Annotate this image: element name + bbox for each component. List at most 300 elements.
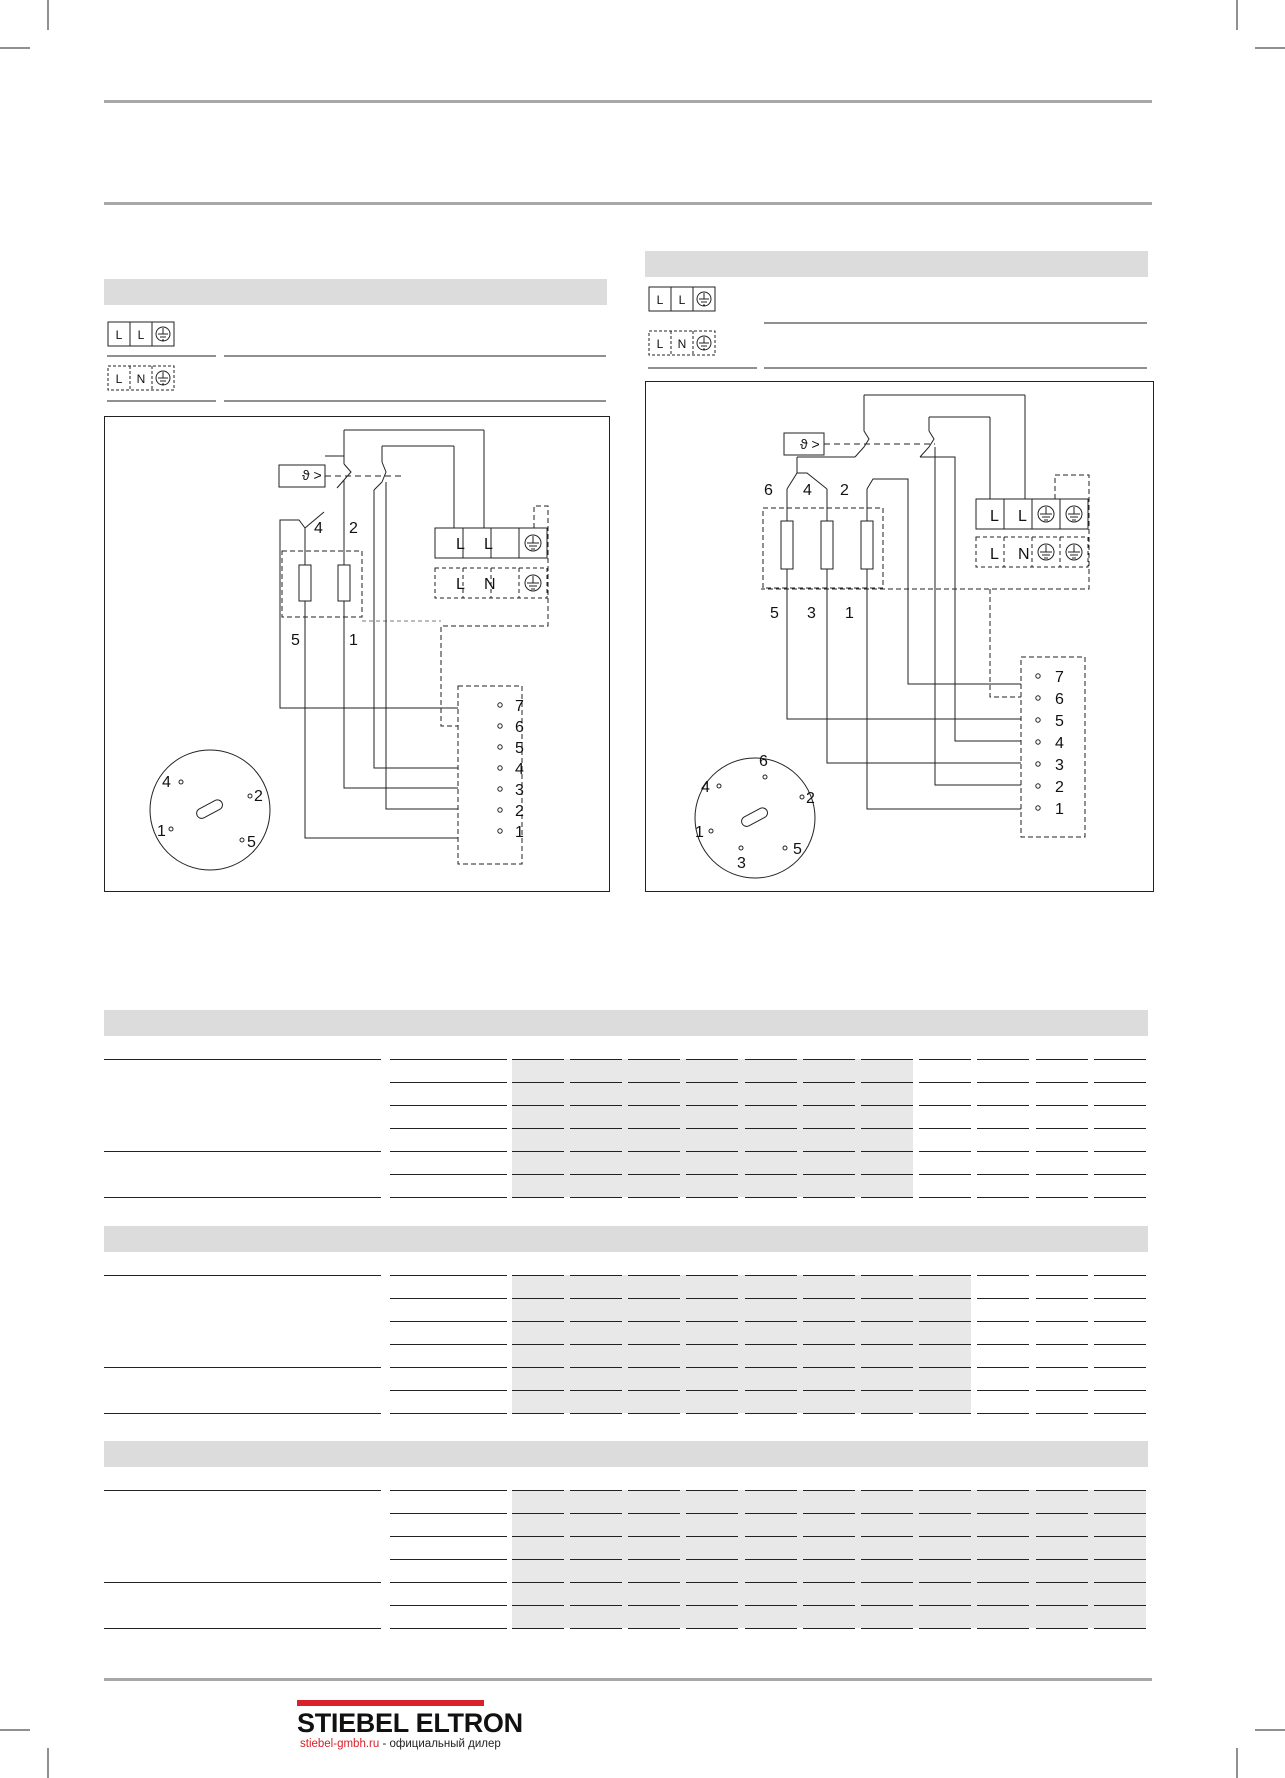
- table-rule: [977, 1321, 1029, 1322]
- table-rule: [1036, 1413, 1088, 1414]
- table-rule: [104, 1628, 381, 1629]
- socket-r-pin-4: 4: [701, 779, 710, 796]
- table-rule: [1036, 1197, 1088, 1198]
- table-rule: [1036, 1344, 1088, 1345]
- table-rule: [512, 1059, 564, 1060]
- table-rule: [686, 1321, 738, 1322]
- table-rule: [1036, 1582, 1088, 1583]
- terminal-n: N: [484, 576, 496, 593]
- table-rule: [861, 1344, 913, 1345]
- socket-r-pin-5: 5: [793, 841, 802, 858]
- table-rule: [1036, 1082, 1088, 1083]
- table-rule: [1094, 1413, 1146, 1414]
- element-label-5: 5: [291, 632, 300, 649]
- diagram-left-header-bar: [104, 279, 607, 305]
- table-rule: [919, 1344, 971, 1345]
- connector-pin-label: 4: [1055, 735, 1064, 752]
- socket-pin-2: 2: [254, 788, 263, 805]
- table-rule: [919, 1367, 971, 1368]
- brand-site-line: [300, 1738, 501, 1750]
- connector-pin: [498, 703, 502, 707]
- brand-dealer: официальный дилер: [389, 1738, 501, 1750]
- table-rule: [686, 1128, 738, 1129]
- table-rule: [570, 1344, 622, 1345]
- table-rule: [686, 1513, 738, 1514]
- table-rule: [512, 1174, 564, 1175]
- connector-pin-label: 5: [1055, 713, 1064, 730]
- table-rule: [390, 1059, 507, 1060]
- table-rule: [570, 1390, 622, 1391]
- table-rule: [686, 1298, 738, 1299]
- table-rule: [512, 1344, 564, 1345]
- connector-pin-label: 1: [1055, 801, 1064, 818]
- table-rule: [745, 1197, 797, 1198]
- table-rule: [919, 1513, 971, 1514]
- table-rule: [628, 1128, 680, 1129]
- table-rule: [686, 1151, 738, 1152]
- table-rule: [686, 1197, 738, 1198]
- terminal-l2: L: [484, 536, 493, 553]
- table-rule: [977, 1344, 1029, 1345]
- table-rule: [919, 1128, 971, 1129]
- table-rule: [1036, 1490, 1088, 1491]
- table-rule: [570, 1367, 622, 1368]
- table-rule: [1036, 1059, 1088, 1060]
- table-rule: [628, 1059, 680, 1060]
- table-rule: [628, 1390, 680, 1391]
- table-header-bar: [104, 1441, 1148, 1467]
- table-rule: [104, 1582, 381, 1583]
- socket-key: [740, 806, 769, 828]
- table-rule: [861, 1151, 913, 1152]
- legend-n: N: [136, 372, 146, 386]
- right-legend-symbols: [645, 283, 1165, 373]
- terminal-l1: L: [456, 536, 465, 553]
- table-rule: [104, 1490, 381, 1491]
- table-rule: [1094, 1298, 1146, 1299]
- socket-r-pin-3: 3: [737, 855, 746, 872]
- table-rule: [977, 1605, 1029, 1606]
- table-rule: [1036, 1321, 1088, 1322]
- table-rule: [745, 1059, 797, 1060]
- table-rule: [512, 1151, 564, 1152]
- table-rule: [803, 1536, 855, 1537]
- table-rule: [977, 1536, 1029, 1537]
- connector-pin: [498, 829, 502, 833]
- table-rule: [803, 1413, 855, 1414]
- table-rule: [570, 1275, 622, 1276]
- table-rule: [919, 1275, 971, 1276]
- table-rule: [861, 1390, 913, 1391]
- table-rule: [390, 1490, 507, 1491]
- table-rule: [745, 1174, 797, 1175]
- thermostat-symbol: ϑ >: [800, 436, 820, 452]
- table-rule: [977, 1582, 1029, 1583]
- table-rule: [570, 1605, 622, 1606]
- table-rule: [977, 1513, 1029, 1514]
- terminal-r-l1: L: [990, 508, 999, 525]
- table-rule: [1094, 1151, 1146, 1152]
- legend-l2: L: [137, 328, 145, 342]
- table-rule: [1094, 1197, 1146, 1198]
- table-rule: [570, 1174, 622, 1175]
- element-r-label-3: 3: [807, 605, 816, 622]
- table-rule: [919, 1105, 971, 1106]
- table-rule: [803, 1174, 855, 1175]
- table-rule: [861, 1513, 913, 1514]
- element-label-1: 1: [349, 632, 358, 649]
- table-rule: [803, 1367, 855, 1368]
- table-rule: [1094, 1105, 1146, 1106]
- table-rule: [977, 1197, 1029, 1198]
- table-rule: [745, 1321, 797, 1322]
- connector-pin: [498, 808, 502, 812]
- table-rule: [745, 1413, 797, 1414]
- table-rule: [628, 1628, 680, 1629]
- table-rule: [919, 1298, 971, 1299]
- connector-pin: [1036, 718, 1040, 722]
- table-rule: [628, 1151, 680, 1152]
- table-rule: [686, 1413, 738, 1414]
- table-rule: [686, 1275, 738, 1276]
- table-rule: [919, 1059, 971, 1060]
- table-rule: [104, 1197, 381, 1198]
- table-rule: [512, 1082, 564, 1083]
- table-rule: [570, 1105, 622, 1106]
- table-rule: [512, 1105, 564, 1106]
- table-rule: [1036, 1367, 1088, 1368]
- connector-pin: [1036, 696, 1040, 700]
- table-rule: [977, 1082, 1029, 1083]
- connector-pin: [498, 787, 502, 791]
- table-rule: [628, 1513, 680, 1514]
- table-rule: [977, 1151, 1029, 1152]
- table-rule: [745, 1367, 797, 1368]
- table-rule: [803, 1605, 855, 1606]
- table-rule: [977, 1128, 1029, 1129]
- table-rule: [919, 1197, 971, 1198]
- table-rule: [512, 1321, 564, 1322]
- left-legend-symbols: [104, 318, 624, 408]
- element-label-4: 4: [314, 520, 323, 537]
- table-rule: [745, 1605, 797, 1606]
- table-rule: [803, 1105, 855, 1106]
- header-rule-top: [104, 100, 1152, 103]
- table-rule: [1094, 1628, 1146, 1629]
- table-rule: [803, 1582, 855, 1583]
- connector-pin-label: 3: [515, 782, 524, 799]
- socket-r-pin-6: 6: [759, 753, 768, 770]
- table-rule: [745, 1628, 797, 1629]
- table-rule: [977, 1174, 1029, 1175]
- connector-pin: [1036, 762, 1040, 766]
- table-rule: [1036, 1559, 1088, 1560]
- table-rule: [628, 1082, 680, 1083]
- table-rule: [1094, 1367, 1146, 1368]
- table-rule: [861, 1275, 913, 1276]
- table-rule: [512, 1559, 564, 1560]
- table-rule: [745, 1390, 797, 1391]
- table-rule: [390, 1321, 507, 1322]
- legend-r-n: N: [677, 337, 687, 351]
- table-rule: [745, 1513, 797, 1514]
- table-rule: [1036, 1628, 1088, 1629]
- table-rule: [390, 1628, 507, 1629]
- table-rule: [745, 1275, 797, 1276]
- table-rule: [745, 1298, 797, 1299]
- table-rule: [745, 1582, 797, 1583]
- table-rule: [686, 1390, 738, 1391]
- table-rule: [1036, 1390, 1088, 1391]
- legend-r-l3: L: [656, 337, 664, 351]
- table-rule: [570, 1536, 622, 1537]
- thermostat-symbol: ϑ >: [302, 467, 322, 483]
- table-rule: [919, 1174, 971, 1175]
- table-rule: [861, 1536, 913, 1537]
- table-rule: [512, 1367, 564, 1368]
- table-rule: [1036, 1298, 1088, 1299]
- table-rule: [1094, 1174, 1146, 1175]
- connector-pin-label: 4: [515, 761, 524, 778]
- socket-outline: [150, 750, 270, 870]
- socket-r-pin-2: 2: [806, 790, 815, 807]
- element-r-label-4: 4: [803, 482, 812, 499]
- wiring-diagram-right: [645, 381, 1154, 892]
- table-rule: [570, 1197, 622, 1198]
- legend-l3: L: [115, 372, 123, 386]
- table-rule: [390, 1128, 507, 1129]
- table-rule: [686, 1174, 738, 1175]
- table-rule: [570, 1628, 622, 1629]
- table-rule: [628, 1105, 680, 1106]
- table-rule: [686, 1582, 738, 1583]
- table-rule: [1036, 1275, 1088, 1276]
- table-rule: [628, 1174, 680, 1175]
- connector-pin-label: 2: [1055, 779, 1064, 796]
- table-rule: [390, 1082, 507, 1083]
- socket-r-pin-1: 1: [695, 824, 704, 841]
- table-rule: [686, 1536, 738, 1537]
- table-rule: [628, 1490, 680, 1491]
- table-rule: [977, 1390, 1029, 1391]
- table-rule: [390, 1344, 507, 1345]
- table-rule: [861, 1321, 913, 1322]
- terminal-l3: L: [456, 576, 465, 593]
- table-rule: [977, 1275, 1029, 1276]
- connector-pin: [1036, 674, 1040, 678]
- table-rule: [1094, 1582, 1146, 1583]
- table-rule: [512, 1197, 564, 1198]
- table-rule: [628, 1367, 680, 1368]
- connector-pin-label: 2: [515, 803, 524, 820]
- connector-pin: [498, 766, 502, 770]
- table-rule: [686, 1344, 738, 1345]
- table-rule: [512, 1605, 564, 1606]
- footer-rule: [104, 1678, 1152, 1681]
- table-rule: [1036, 1513, 1088, 1514]
- table-rule: [1094, 1321, 1146, 1322]
- table-rule: [861, 1128, 913, 1129]
- connector-pin: [1036, 740, 1040, 744]
- element-r-label-2: 2: [840, 482, 849, 499]
- earth-icon: [525, 535, 541, 591]
- table-rule: [628, 1559, 680, 1560]
- table-rule: [977, 1059, 1029, 1060]
- table-rule: [803, 1298, 855, 1299]
- table-rule: [512, 1536, 564, 1537]
- table-rule: [919, 1413, 971, 1414]
- table-rule: [803, 1390, 855, 1391]
- table-rule: [745, 1344, 797, 1345]
- table-rule: [861, 1059, 913, 1060]
- table-rule: [390, 1390, 507, 1391]
- table-rule: [977, 1105, 1029, 1106]
- table-rule: [390, 1151, 507, 1152]
- table-rule: [803, 1628, 855, 1629]
- element-r-label-1: 1: [845, 605, 854, 622]
- table-rule: [1094, 1275, 1146, 1276]
- table-rule: [628, 1321, 680, 1322]
- table-rule: [977, 1298, 1029, 1299]
- table-rule: [861, 1628, 913, 1629]
- connector-pin-label: 6: [1055, 691, 1064, 708]
- table-rule: [1036, 1605, 1088, 1606]
- terminal-r-n: N: [1018, 546, 1030, 563]
- table-rule: [570, 1413, 622, 1414]
- table-rule: [803, 1513, 855, 1514]
- table-rule: [390, 1605, 507, 1606]
- table-rule: [1094, 1082, 1146, 1083]
- table-rule: [104, 1275, 381, 1276]
- table-rule: [861, 1490, 913, 1491]
- table-rule: [977, 1559, 1029, 1560]
- table-rule: [803, 1059, 855, 1060]
- table-rule: [803, 1490, 855, 1491]
- table-rule: [861, 1174, 913, 1175]
- table-rule: [686, 1559, 738, 1560]
- legend-r-l2: L: [678, 293, 686, 307]
- table-rule: [1094, 1490, 1146, 1491]
- socket-key: [195, 798, 224, 820]
- table-rule: [919, 1151, 971, 1152]
- connector-pin: [1036, 784, 1040, 788]
- table-rule: [977, 1367, 1029, 1368]
- table-rule: [1036, 1105, 1088, 1106]
- table-rule: [686, 1628, 738, 1629]
- table-rule: [977, 1413, 1029, 1414]
- table-rule: [861, 1105, 913, 1106]
- socket-outline: [695, 758, 815, 878]
- table-rule: [390, 1582, 507, 1583]
- table-rule: [861, 1605, 913, 1606]
- table-rule: [919, 1628, 971, 1629]
- table-rule: [390, 1275, 507, 1276]
- table-rule: [512, 1413, 564, 1414]
- table-rule: [570, 1582, 622, 1583]
- table-rule: [803, 1344, 855, 1345]
- table-rule: [570, 1321, 622, 1322]
- brand-logo-bar: [297, 1700, 484, 1706]
- table-rule: [977, 1490, 1029, 1491]
- socket-pin-4: 4: [162, 774, 171, 791]
- table-rule: [919, 1559, 971, 1560]
- table-rule: [919, 1321, 971, 1322]
- table-rule: [628, 1197, 680, 1198]
- table-rule: [745, 1082, 797, 1083]
- table-rule: [570, 1151, 622, 1152]
- element-r-label-5: 5: [770, 605, 779, 622]
- connector-pin-label: 1: [515, 824, 524, 841]
- table-rule: [745, 1536, 797, 1537]
- table-rule: [803, 1197, 855, 1198]
- connector-pin-label: 6: [515, 719, 524, 736]
- table-rule: [390, 1513, 507, 1514]
- table-rule: [1094, 1559, 1146, 1560]
- element-r-label-6: 6: [764, 482, 773, 499]
- table-rule: [570, 1298, 622, 1299]
- legend-r-l1: L: [656, 293, 664, 307]
- table-rule: [570, 1128, 622, 1129]
- diagram-right-header-bar: [645, 251, 1148, 277]
- table-rule: [512, 1275, 564, 1276]
- table-rule: [1094, 1390, 1146, 1391]
- table-rule: [861, 1559, 913, 1560]
- table-rule: [512, 1298, 564, 1299]
- table-header-bar: [104, 1010, 1148, 1036]
- table-rule: [803, 1559, 855, 1560]
- table-rule: [628, 1582, 680, 1583]
- brand-separator: -: [379, 1738, 390, 1750]
- table-rule: [390, 1174, 507, 1175]
- connector-pin-label: 5: [515, 740, 524, 757]
- table-rule: [919, 1605, 971, 1606]
- table-rule: [861, 1413, 913, 1414]
- table-rule: [390, 1536, 507, 1537]
- wiring-diagram-left: [104, 416, 610, 892]
- table-rule: [628, 1413, 680, 1414]
- table-rule: [803, 1275, 855, 1276]
- table-rule: [628, 1605, 680, 1606]
- connector-pin: [498, 745, 502, 749]
- connector-pin-label: 7: [515, 698, 524, 715]
- terminal-r-l3: L: [990, 546, 999, 563]
- table-rule: [745, 1128, 797, 1129]
- earth-icon: [697, 292, 711, 350]
- table-rule: [1094, 1128, 1146, 1129]
- table-rule: [512, 1490, 564, 1491]
- table-rule: [861, 1298, 913, 1299]
- table-rule: [745, 1151, 797, 1152]
- table-rule: [803, 1151, 855, 1152]
- table-rule: [803, 1321, 855, 1322]
- table-header-bar: [104, 1226, 1148, 1252]
- table-rule: [745, 1490, 797, 1491]
- table-rule: [570, 1059, 622, 1060]
- table-rule: [919, 1582, 971, 1583]
- table-rule: [512, 1513, 564, 1514]
- table-rule: [104, 1413, 381, 1414]
- table-rule: [686, 1082, 738, 1083]
- table-rule: [570, 1559, 622, 1560]
- table-rule: [512, 1582, 564, 1583]
- right-legend: [645, 283, 1165, 378]
- element-label-2: 2: [349, 520, 358, 537]
- connector-pin: [498, 724, 502, 728]
- table-rule: [745, 1105, 797, 1106]
- table-rule: [919, 1390, 971, 1391]
- terminal-r-l2: L: [1018, 508, 1027, 525]
- brand-site: stiebel-gmbh.ru: [300, 1738, 380, 1750]
